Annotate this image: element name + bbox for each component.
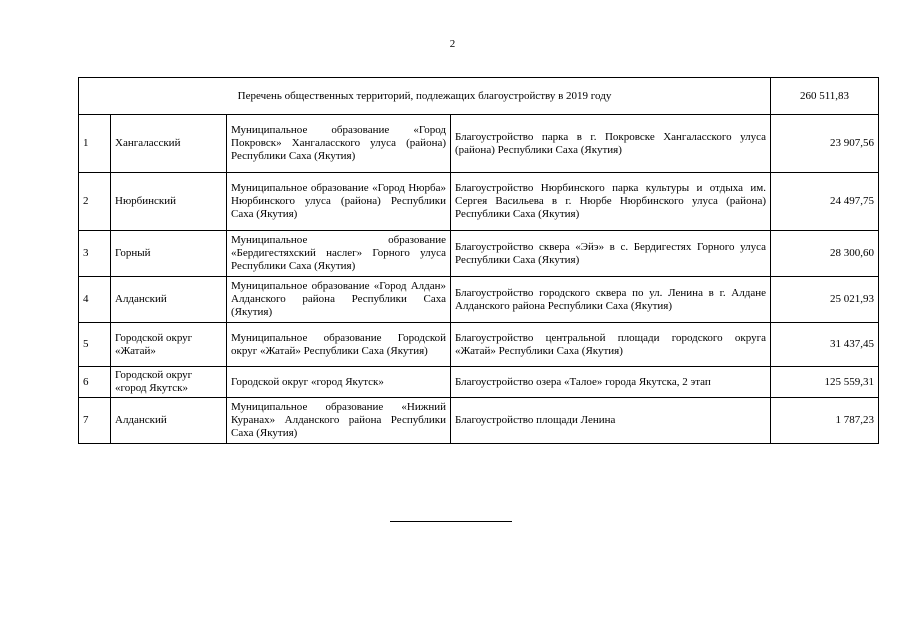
row-number: 5	[79, 323, 111, 367]
row-number: 6	[79, 367, 111, 398]
row-district: Алданский	[111, 277, 227, 323]
row-municipality: Муниципальное образование «Бердигестяхский наслег» Горного улуса Республики Саха (Якутия)	[227, 231, 451, 277]
row-project: Благоустройство Нюрбинского парка культуры и отдыха им. Сергея Васильева в г. Нюрбе Нюрбинского улуса (района) Республики Саха (Якутия)	[451, 173, 771, 231]
row-municipality: Муниципальное образование «Город Нюрба» Нюрбинского улуса (района) Республики Саха (Якутия)	[227, 173, 451, 231]
territories-table	[78, 77, 879, 444]
row-number: 2	[79, 173, 111, 231]
row-project: Благоустройство городского сквера по ул. Ленина в г. Алдане Алданского района Республики Саха (Якутия)	[451, 277, 771, 323]
row-amount: 1 787,23	[771, 398, 879, 444]
row-district: Хангаласский	[111, 115, 227, 173]
table-row	[79, 115, 879, 173]
table-row	[79, 173, 879, 231]
closing-divider	[390, 521, 512, 522]
table-row	[79, 398, 879, 444]
row-project: Благоустройство озера «Талое» города Якутска, 2 этап	[451, 367, 771, 398]
row-amount: 125 559,31	[771, 367, 879, 398]
row-project: Благоустройство площади Ленина	[451, 398, 771, 444]
row-number: 7	[79, 398, 111, 444]
row-municipality: Муниципальное образование «Нижний Куранах» Алданского района Республики Саха (Якутия)	[227, 398, 451, 444]
row-number: 1	[79, 115, 111, 173]
table-header-total: 260 511,83	[771, 78, 879, 115]
row-municipality: Муниципальное образование «Город Алдан» Алданского района Республики Саха (Якутия)	[227, 277, 451, 323]
row-number: 4	[79, 277, 111, 323]
table-row	[79, 231, 879, 277]
row-district: Нюрбинский	[111, 173, 227, 231]
table-row	[79, 323, 879, 367]
row-amount: 28 300,60	[771, 231, 879, 277]
row-municipality: Муниципальное образование «Город Покровск» Хангаласского улуса (района) Республики Саха (Якутия)	[227, 115, 451, 173]
row-amount: 31 437,45	[771, 323, 879, 367]
row-project: Благоустройство сквера «Эйэ» в с. Бердигестях Горного улуса Республики Саха (Якутия)	[451, 231, 771, 277]
table-row	[79, 367, 879, 398]
table-header-row	[79, 78, 879, 115]
row-municipality: Городской округ «город Якутск»	[227, 367, 451, 398]
table-header-title: Перечень общественных территорий, подлежащих благоустройству в 2019 году	[79, 78, 771, 115]
row-amount: 25 021,93	[771, 277, 879, 323]
row-district: Городской округ «город Якутск»	[111, 367, 227, 398]
row-amount: 24 497,75	[771, 173, 879, 231]
row-district: Алданский	[111, 398, 227, 444]
page-number: 2	[449, 38, 456, 50]
row-municipality: Муниципальное образование Городской округ «Жатай» Республики Саха (Якутия)	[227, 323, 451, 367]
row-district: Горный	[111, 231, 227, 277]
row-project: Благоустройство парка в г. Покровске Хангаласского улуса (района) Республики Саха (Якутия)	[451, 115, 771, 173]
row-district: Городской округ «Жатай»	[111, 323, 227, 367]
row-project: Благоустройство центральной площади городского округа «Жатай» Республики Саха (Якутия)	[451, 323, 771, 367]
row-number: 3	[79, 231, 111, 277]
table-row	[79, 277, 879, 323]
row-amount: 23 907,56	[771, 115, 879, 173]
